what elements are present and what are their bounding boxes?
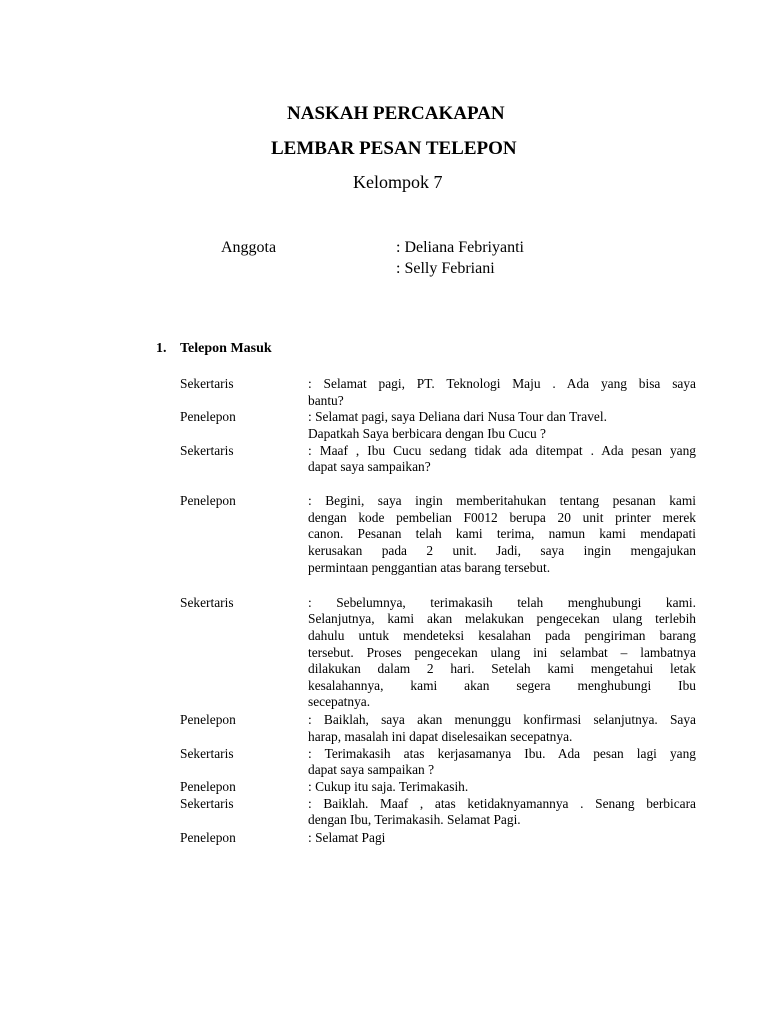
speaker-label: Penelepon xyxy=(180,830,236,845)
dialogue-line: harap, masalah ini dapat diselesaikan secepatnya. xyxy=(308,729,573,744)
dialogue-line: canon. Pesanan telah kami terima, namun kami mendapati xyxy=(308,526,696,541)
speaker-label: Sekertaris xyxy=(180,796,234,811)
dialogue-line: kerusakan pada 2 unit. Jadi, saya ingin mengajukan xyxy=(308,543,696,558)
dialogue-line: kesalahannya, kami akan segera menghubungi Ibu xyxy=(308,678,696,693)
document-subtitle: LEMBAR PESAN TELEPON xyxy=(271,138,517,159)
dialogue-line: : Selamat Pagi xyxy=(308,830,386,845)
dialogue-line: : Begini, saya ingin memberitahukan tentang pesanan kami xyxy=(308,493,696,508)
dialogue-line: : Selamat pagi, PT. Teknologi Maju . Ada yang bisa saya xyxy=(308,376,696,391)
dialogue-line: : Terimakasih atas kerjasamanya Ibu. Ada pesan lagi yang xyxy=(308,746,696,761)
dialogue-line: secepatnya. xyxy=(308,694,371,709)
member-name-1: : Deliana Febriyanti xyxy=(396,239,524,256)
dialogue-line: : Cukup itu saja. Terimakasih. xyxy=(308,779,469,794)
dialogue-line: dengan kode pembelian F0012 berupa 20 unit printer merek xyxy=(308,510,696,525)
dialogue-line: permintaan penggantian atas barang tersebut. xyxy=(308,560,551,575)
dialogue-line: dahulu untuk mendeteksi kesalahan pada pengiriman barang xyxy=(308,628,696,643)
section-number: 1. xyxy=(156,341,167,356)
speaker-label: Sekertaris xyxy=(180,595,234,610)
members-label: Anggota xyxy=(221,239,277,256)
dialogue-line: : Selamat pagi, saya Deliana dari Nusa Tour dan Travel. xyxy=(308,409,607,424)
dialogue-line: dapat saya sampaikan ? xyxy=(308,762,435,777)
dialogue-line: : Sebelumnya, terimakasih telah menghubungi kami. xyxy=(308,595,696,610)
dialogue-line: tersebut. Proses pengecekan ulang ini selambat – lambatnya xyxy=(308,645,696,660)
dialogue-line: : Maaf , Ibu Cucu sedang tidak ada ditempat . Ada pesan yang xyxy=(308,443,696,458)
dialogue-line: dilakukan dalam 2 hari. Setelah kami mengetahui letak xyxy=(308,661,696,676)
dialogue-line: Dapatkah Saya berbicara dengan Ibu Cucu ? xyxy=(308,426,546,441)
speaker-label: Penelepon xyxy=(180,409,236,424)
dialogue-line: : Baiklah, saya akan menunggu konfirmasi selanjutnya. Saya xyxy=(308,712,696,727)
group-label: Kelompok 7 xyxy=(353,172,443,192)
speaker-label: Penelepon xyxy=(180,493,236,508)
dialogue-line: : Baiklah. Maaf , atas ketidaknyamannya . Senang berbicara xyxy=(308,796,696,811)
speaker-label: Sekertaris xyxy=(180,443,234,458)
speaker-label: Sekertaris xyxy=(180,746,234,761)
section-title: Telepon Masuk xyxy=(180,341,272,356)
document-title: NASKAH PERCAKAPAN xyxy=(287,103,505,124)
member-name-2: : Selly Febriani xyxy=(396,260,495,277)
speaker-label: Sekertaris xyxy=(180,376,234,391)
dialogue-line: bantu? xyxy=(308,393,344,408)
speaker-label: Penelepon xyxy=(180,712,236,727)
dialogue-line: Selanjutnya, kami akan melakukan pengecekan ulang terlebih xyxy=(308,611,696,626)
speaker-label: Penelepon xyxy=(180,779,236,794)
dialogue-line: dengan Ibu, Terimakasih. Selamat Pagi. xyxy=(308,812,521,827)
dialogue-line: dapat saya sampaikan? xyxy=(308,459,431,474)
